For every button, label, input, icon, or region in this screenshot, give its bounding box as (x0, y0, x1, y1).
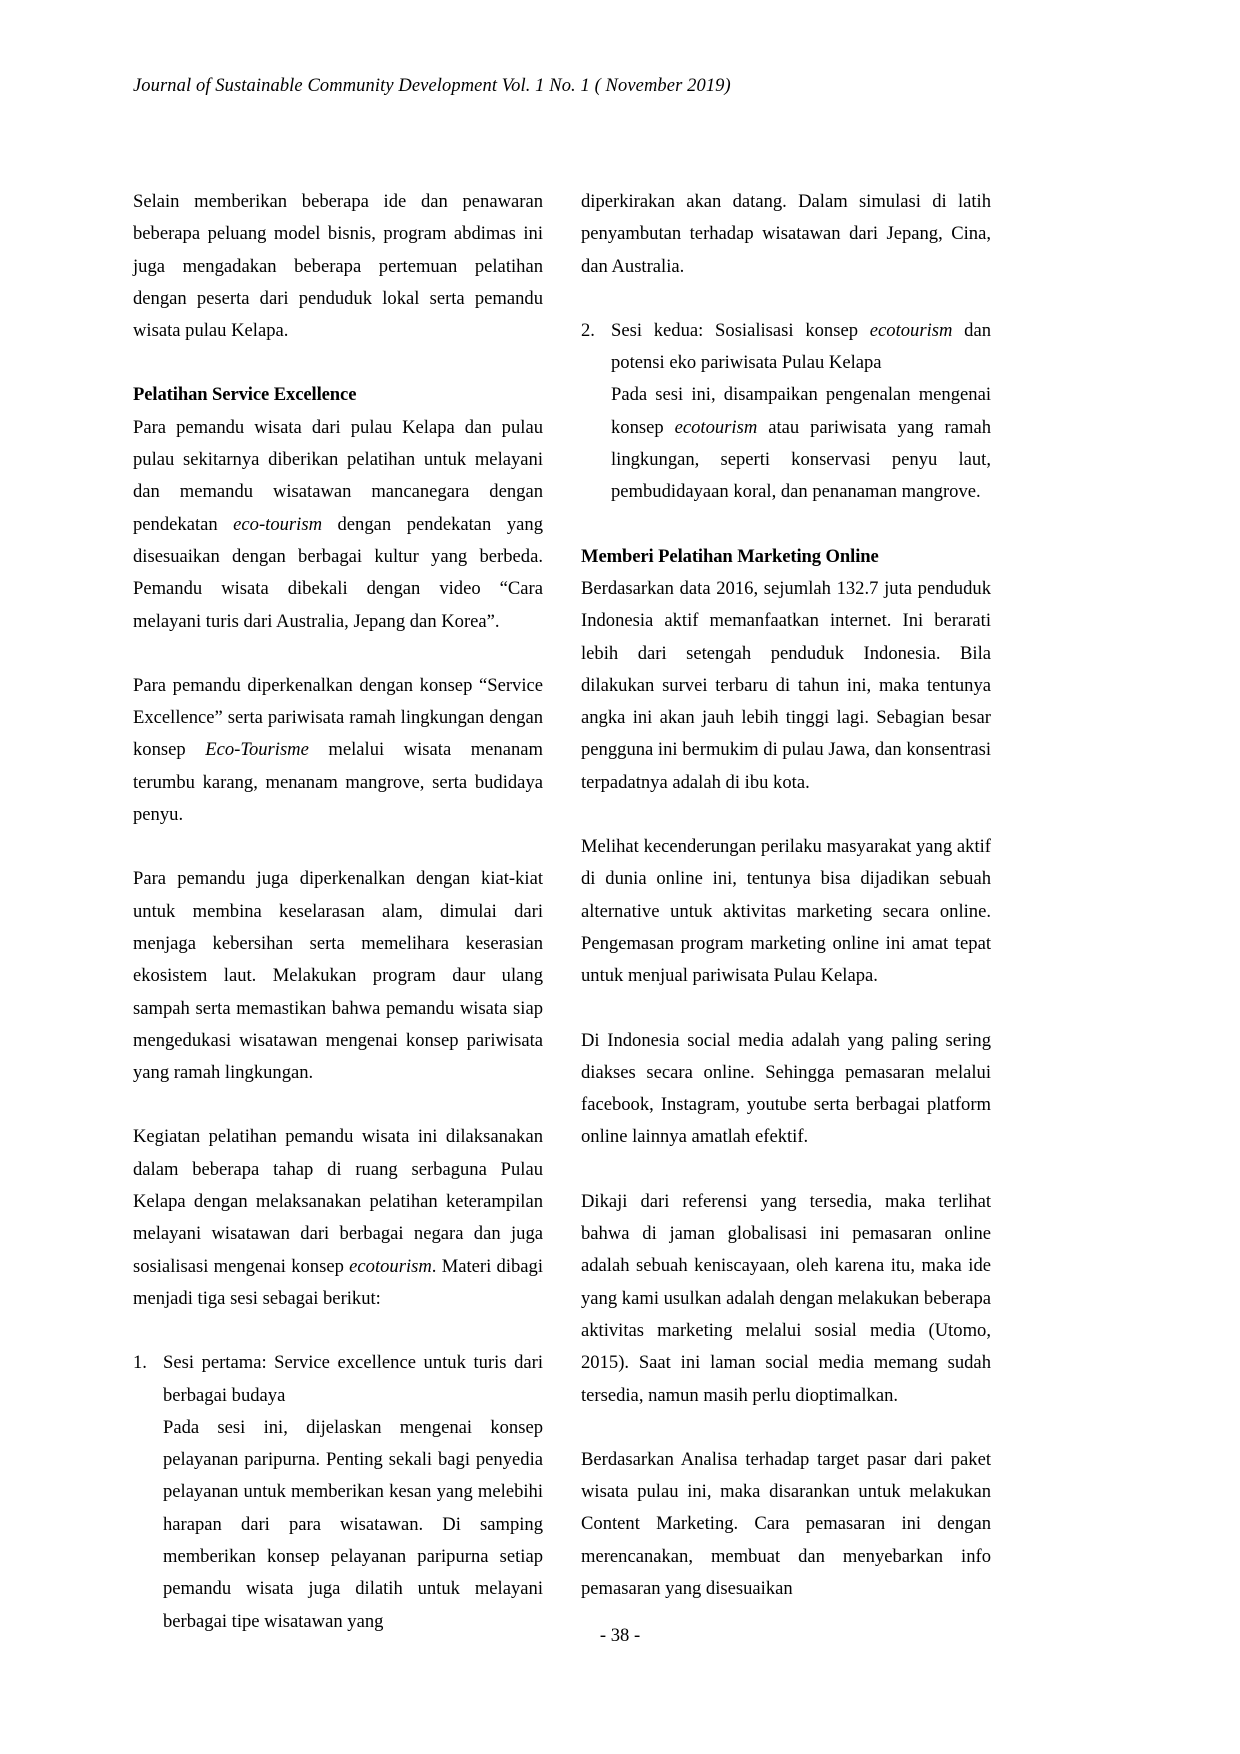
paragraph-spacer (133, 831, 543, 863)
paragraph-intro: Selain memberikan beberapa ide dan penawaran beberapa peluang model bisnis, program abdimas ini juga mengadakan beberapa pertemuan pelatihan dengan peserta dari penduduk lokal serta pemandu wisata pulau Kelapa. (133, 191, 543, 342)
left-column (133, 186, 543, 1638)
paragraph-content-marketing: Berdasarkan Analisa terhadap target pasar dari paket wisata pulau ini, maka disarankan untuk melakukan Content Marketing. Cara pemasaran ini dengan merencanakan, membuat dan menyebarkan info pemasaran yang disesuaikan (581, 1448, 991, 1599)
paragraph-kiat-keselarasan-alam: Para pemandu juga diperkenalkan dengan kiat-kiat untuk membina keselarasan alam, dimulai dari menjaga kebersihan serta memelihara keserasian ekosistem laut. Melakukan program daur ulang sampah serta memastikan bahwa pemandu wisata siap mengedukasi wisatawan mengenai konsep pariwisata yang ramah lingkungan. (133, 868, 543, 1084)
paragraph-spacer (581, 799, 991, 831)
heading-memberi-pelatihan-marketing-online: Memberi Pelatihan Marketing Online (581, 545, 879, 567)
paragraph-data-pengguna-internet: Berdasarkan data 2016, sejumlah 132.7 juta penduduk Indonesia aktif memanfaatkan internet. Ini berarati lebih dari setengah penduduk Indonesia. Bila dilakukan survei terbaru di tahun ini, maka tentunya angka ini akan jauh lebih tinggi lagi. Sebagian besar pengguna ini bermukim di pulau Jawa, dan konsentrasi terpadatnya adalah di ibu kota. (581, 577, 992, 793)
paragraph-spacer (133, 1089, 543, 1121)
sesi-list-left (133, 1347, 543, 1638)
list-item-title: Sesi pertama: Service excellence untuk turis dari berbagai budaya (163, 1352, 543, 1406)
list-item (133, 1347, 543, 1638)
text-run: Sesi kedua: Sosialisasi konsep (611, 319, 870, 341)
emphasis-eco-tourism: eco-tourism (233, 513, 322, 535)
paragraph-simulasi-penyambutan: diperkirakan akan datang. Dalam simulasi di latih penyambutan terhadap wisatawan dari Jepang, Cina, dan Australia. (581, 191, 991, 277)
list-marker: 2. (581, 319, 595, 341)
list-marker: 1. (133, 1352, 147, 1374)
paragraph-social-media: Di Indonesia social media adalah yang paling sering diakses secara online. Sehingga pemasaran melalui facebook, Instagram, youtube serta berbagai platform online lainnya amatlah efektif. (581, 1029, 991, 1148)
paragraph-perilaku-online: Melihat kecenderungan perilaku masyarakat yang aktif di dunia online ini, tentunya bisa dijadikan sebuah alternative untuk aktivitas marketing secara online. Pengemasan program marketing online ini amat tepat untuk menjual pariwisata Pulau Kelapa. (581, 836, 991, 987)
text-run: dengan pendekatan yang disesuaikan dengan berbagai kultur yang berbeda. Pemandu wisata dibekali dengan video “Cara melayani turis dari Australia, Jepang dan Korea”. (133, 513, 543, 632)
paragraph-spacer (133, 1315, 543, 1347)
text-run: atau pariwisata yang ramah lingkungan, seperti konservasi penyu laut, pembudidayaan koral, dan penanaman mangrove. (611, 416, 991, 503)
paragraph-spacer (133, 638, 543, 670)
paragraph-spacer (581, 509, 991, 541)
paragraph-spacer (581, 993, 991, 1025)
page-number: - 38 - (599, 1625, 641, 1646)
text-run: Para pemandu diperkenalkan dengan konsep “Service Excellence” serta pariwisata ramah lingkungan dengan konsep (133, 674, 543, 761)
text-run: melalui wisata menanam terumbu karang, menanam mangrove, serta budidaya penyu. (133, 739, 543, 826)
paragraph-pemandu-wisata (133, 412, 543, 638)
sesi-list-right (581, 315, 991, 509)
emphasis-eco-tourisme: Eco-Tourisme (205, 739, 309, 761)
heading-pelatihan-service-excellence: Pelatihan Service Excellence (133, 384, 357, 406)
list-item (581, 315, 991, 509)
paragraph-kegiatan-pelatihan (133, 1121, 543, 1315)
emphasis-ecotourism: ecotourism (674, 416, 758, 438)
paragraph-spacer (581, 283, 991, 315)
paragraph-service-excellence-konsep (133, 670, 543, 831)
paragraph-spacer (133, 347, 543, 379)
two-column-body (133, 186, 1108, 1638)
right-column (581, 186, 991, 1638)
paragraph-spacer (581, 1154, 991, 1186)
paragraph-spacer (581, 1412, 991, 1444)
list-item-body (611, 379, 991, 508)
paragraph-pemasaran-online: Dikaji dari referensi yang tersedia, maka terlihat bahwa di jaman globalisasi ini pemasaran online adalah sebuah keniscayaan, oleh karena itu, maka ide yang kami usulkan adalah dengan melakukan beberapa aktivitas marketing melalui sosial media (Utomo, 2015). Saat ini laman social media memang sudah tersedia, namun masih perlu dioptimalkan. (581, 1190, 991, 1406)
list-item-body: Pada sesi ini, dijelaskan mengenai konsep pelayanan paripurna. Penting sekali bagi penyedia pelayanan untuk memberikan kesan yang melebihi harapan dari para wisatawan. Di samping memberikan konsep pelayanan paripurna setiap pemandu wisata juga dilatih untuk melayani berbagai tipe wisatawan yang (163, 1416, 543, 1632)
text-run: dan potensi eko pariwisata Pulau Kelapa (611, 319, 992, 374)
emphasis-ecotourism: ecotourism (349, 1255, 432, 1277)
running-head: Journal of Sustainable Community Development Vol. 1 No. 1 ( November 2019) (133, 76, 731, 96)
text-run: Kegiatan pelatihan pemandu wisata ini dilaksanakan dalam beberapa tahap di ruang serbaguna Pulau Kelapa dengan melaksanakan pelatihan keterampilan melayani wisatawan dari berbagai negara dan juga sosialisasi mengenai konsep (133, 1126, 543, 1277)
text-run: Para pemandu wisata dari pulau Kelapa dan pulau pulau sekitarnya diberikan pelatihan untuk melayani dan memandu wisatawan mancanegara dengan pendekatan (133, 416, 543, 535)
emphasis-ecotourism: ecotourism (869, 319, 953, 341)
text-run: Pada sesi ini, disampaikan pengenalan mengenai konsep (611, 384, 991, 438)
text-run: . Materi dibagi menjadi tiga sesi sebagai berikut: (133, 1255, 544, 1309)
